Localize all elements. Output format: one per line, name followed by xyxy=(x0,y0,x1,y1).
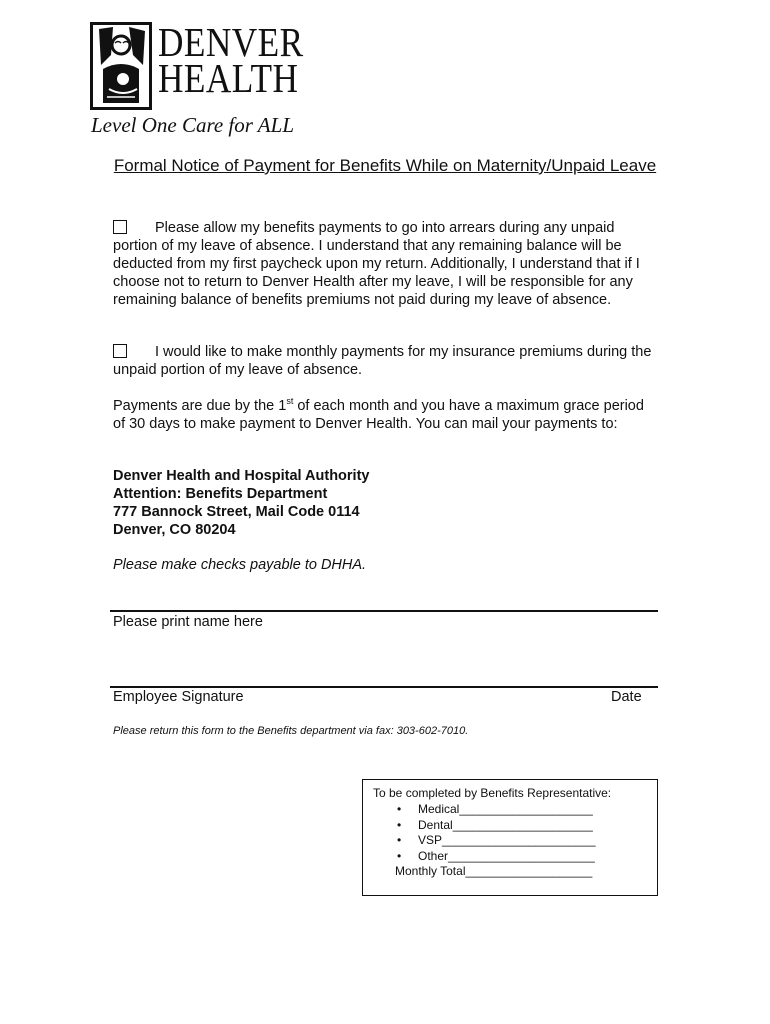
payment-info-superscript: st xyxy=(286,396,294,407)
mother-child-emblem-icon xyxy=(93,25,149,107)
address-line1: Denver Health and Hospital Authority xyxy=(113,468,370,484)
logo-wordmark xyxy=(158,19,304,101)
arrears-option xyxy=(113,219,653,309)
address-line4: Denver, CO 80204 xyxy=(113,522,236,538)
arrears-checkbox[interactable] xyxy=(113,220,127,234)
address-line3: 777 Bannock Street, Mail Code 0114 xyxy=(113,504,360,520)
employee-signature-label: Employee Signature xyxy=(113,689,244,705)
rep-item-other xyxy=(397,849,596,865)
logo-name-line2: HEALTH xyxy=(158,55,299,101)
rep-item-label: Other______________________ xyxy=(418,848,595,863)
rep-item-dental xyxy=(397,818,596,834)
bullet-icon: • xyxy=(397,833,402,847)
arrears-option-text: Please allow my benefits payments to go into arrears during any unpaid portion of my leave of absence. I understand that any remaining balance will be deducted from my first paycheck upon my return. Additionally, I understand that if I choose not to return to Denver Health after my leave, I will be responsible for any remaining balance of benefits premiums not paid during my leave of absence. xyxy=(113,220,640,308)
date-label: Date xyxy=(611,689,642,705)
checks-payable-note: Please make checks payable to DHHA. xyxy=(113,557,367,573)
print-name-label: Please print name here xyxy=(113,614,263,630)
signature-line[interactable] xyxy=(110,686,658,688)
rep-box-list xyxy=(397,802,596,880)
rep-item-vsp xyxy=(397,833,596,849)
form-title: Formal Notice of Payment for Benefits While on Maternity/Unpaid Leave xyxy=(113,156,657,175)
rep-box-title: To be completed by Benefits Representative: xyxy=(373,786,612,800)
payment-info xyxy=(113,397,653,433)
monthly-payment-option-text: I would like to make monthly payments for my insurance premiums during the unpaid portion of my leave of absence. xyxy=(113,344,652,378)
denver-health-logo-emblem xyxy=(90,22,152,110)
rep-item-label: Dental_____________________ xyxy=(418,817,593,832)
address-line2: Attention: Benefits Department xyxy=(113,486,328,502)
bullet-icon: • xyxy=(397,817,402,832)
payment-info-before: Payments are due by the 1 xyxy=(113,398,287,414)
bullet-icon: • xyxy=(397,848,402,863)
mailing-address xyxy=(113,467,369,539)
payment-info-after: of each month and you have a maximum grace period of 30 days to make payment to Denver Health. You can mail your payments to: xyxy=(113,398,644,432)
logo-name-line1: DENVER xyxy=(158,19,304,65)
bullet-icon: • xyxy=(397,802,402,816)
rep-monthly-total: Monthly Total___________________ xyxy=(395,864,593,878)
rep-item-label: Medical____________________ xyxy=(418,802,593,816)
rep-item-label: VSP_______________________ xyxy=(418,833,596,847)
monthly-payment-checkbox[interactable] xyxy=(113,344,127,358)
benefits-representative-box xyxy=(362,779,658,896)
logo-tagline: Level One Care for ALL xyxy=(91,113,294,137)
print-name-line[interactable] xyxy=(110,610,658,612)
monthly-payment-option xyxy=(113,343,653,379)
fax-return-note: Please return this form to the Benefits department via fax: 303-602-7010. xyxy=(113,725,469,737)
rep-item-medical xyxy=(397,802,596,818)
